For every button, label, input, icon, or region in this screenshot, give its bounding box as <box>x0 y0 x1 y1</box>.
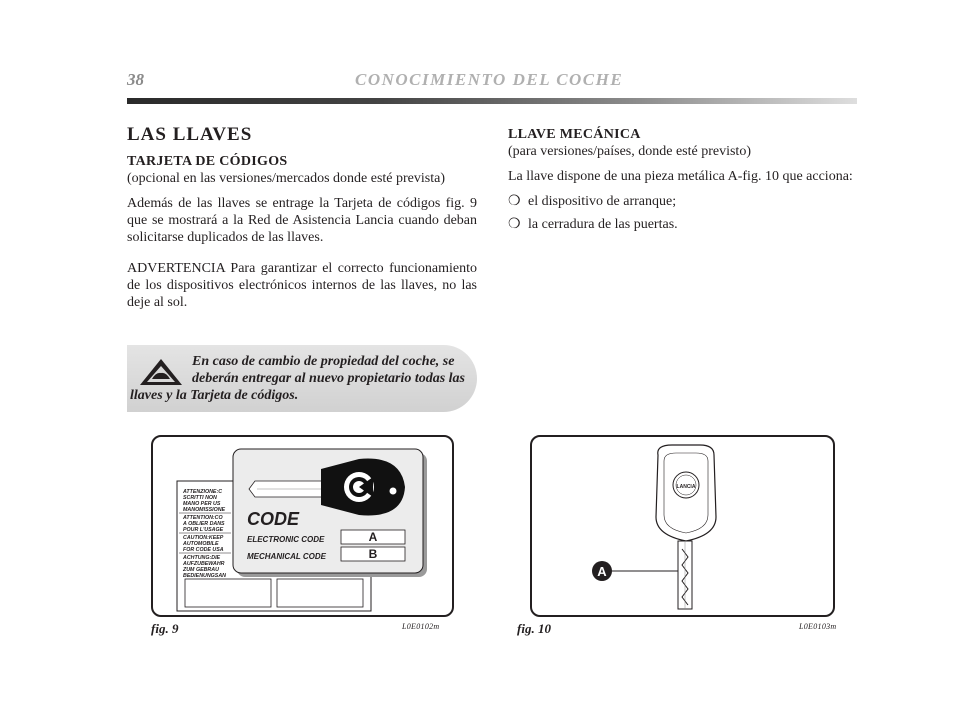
back-card-line: ZUM GEBRAU <box>183 567 219 573</box>
back-card-line: BEDIENUNGSAN <box>183 573 226 579</box>
figure-10-code: L0E0103m <box>799 622 837 631</box>
back-card-line: MANO PER US <box>183 501 221 507</box>
bullet-icon: ❍ <box>508 194 521 209</box>
paragraph: Además de las llaves se entrage la Tarjeta de códigos fig. 9 que se mostrará a la Red de Asistencia Lancia cuando deban solicitarse duplicados de las llaves. <box>127 196 477 245</box>
card-title: CODE <box>247 509 300 529</box>
list-item <box>508 193 858 210</box>
paragraph: La llave dispone de una pieza metálica A-fig. 10 que acciona: <box>508 169 853 184</box>
warning-text-block <box>130 353 470 404</box>
advertencia-paragraph: ADVERTENCIA Para garantizar el correcto funcionamiento de los dispositivos electrónicos internos de las llaves, no las deje al sol. <box>127 261 477 310</box>
warning-text: En caso de cambio de propiedad del coche, se deberán entregar al nuevo propietario todas las llaves y la Tarjeta de códigos. <box>130 354 466 403</box>
figure-9-code: L0E0102m <box>402 622 440 631</box>
back-card-line: ACHTUNG:DIE <box>183 555 221 561</box>
back-card-line: A OBLIER DANS <box>183 521 225 527</box>
back-card-line: ATTENTION:CO <box>183 515 223 521</box>
header-rule <box>127 98 857 104</box>
key-illustration <box>532 437 833 615</box>
callout-a: A <box>597 564 607 579</box>
back-card-line: FOR CODE USA <box>183 547 224 553</box>
figure-10 <box>530 435 835 617</box>
subsection-title: TARJETA DE CÓDIGOS <box>127 154 288 169</box>
subsection-note: (opcional en las versiones/mercados donde esté prevista) <box>127 171 446 186</box>
card-label-electronic: ELECTRONIC CODE <box>247 535 325 544</box>
figure-9-caption: fig. 9 <box>151 621 179 636</box>
subsection-note: (para versiones/países, donde esté previsto) <box>508 144 751 159</box>
back-card-line: MANOMISSIONE <box>183 507 226 513</box>
warning-triangle-icon <box>138 357 184 387</box>
right-column <box>508 126 858 239</box>
lancia-logo: LANCIA <box>676 484 696 490</box>
card-value-a: A <box>368 530 378 544</box>
card-value-b: B <box>368 547 378 561</box>
section-title: LAS LLAVES <box>127 124 253 145</box>
list-item-text: el dispositivo de arranque; <box>528 194 677 209</box>
code-card-illustration <box>153 437 452 615</box>
figure-10-caption: fig. 10 <box>517 621 551 636</box>
list-item <box>508 216 858 233</box>
card-label-mechanical: MECHANICAL CODE <box>247 552 326 561</box>
left-column <box>127 126 477 319</box>
back-card-line: CAUTION:KEEP <box>183 535 224 541</box>
figure-9 <box>151 435 454 617</box>
warning-box <box>127 345 477 412</box>
back-card-line: POUR L'USAGE <box>183 527 224 533</box>
back-card-line: AUTOMOBILE <box>183 541 219 547</box>
back-card-line: AUFZUBEWAHR <box>183 561 225 567</box>
page-number: 38 <box>127 70 144 89</box>
bullet-icon: ❍ <box>508 217 521 232</box>
back-card-line: SCRITTI NON <box>183 495 217 501</box>
list-item-text: la cerradura de las puertas. <box>528 217 678 232</box>
running-title: CONOCIMIENTO DEL COCHE <box>355 70 624 89</box>
subsection-title: LLAVE MECÁNICA <box>508 127 641 142</box>
back-card-line: ATTENZIONE:C <box>183 489 223 495</box>
